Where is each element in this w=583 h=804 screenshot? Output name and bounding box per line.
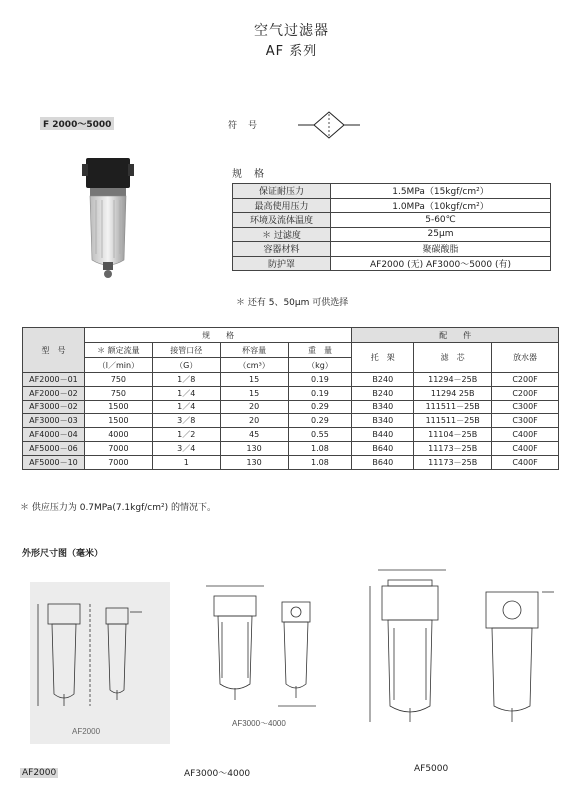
caption-af5000: AF5000 — [414, 764, 449, 774]
table-cell: C400F — [492, 428, 559, 442]
table-row — [23, 441, 559, 455]
table-cell: 7000 — [84, 455, 152, 469]
model-cell: AF3000－03 — [23, 414, 85, 428]
column-header-flow: ＊ 额定流量 — [84, 343, 152, 358]
page-title: 空气过滤器 — [254, 23, 329, 39]
spec-value: 25μm — [331, 227, 551, 242]
table-cell: 11294 25B — [414, 386, 492, 400]
specs-note: ＊ 还有 5、50μm 可供选择 — [236, 298, 349, 308]
spec-label: 保证耐压力 — [233, 184, 331, 199]
table-cell: B340 — [352, 414, 414, 428]
spec-label: 容器材料 — [233, 242, 331, 257]
spec-value: 聚碳酸脂 — [331, 242, 551, 257]
table-cell: 11104－25B — [414, 428, 492, 442]
spec-row — [233, 227, 551, 242]
table-cell: B240 — [352, 373, 414, 387]
column-unit-bowl: （cm³） — [220, 358, 288, 373]
table-row — [23, 400, 559, 414]
table-cell: 0.29 — [288, 414, 352, 428]
table-row — [23, 373, 559, 387]
model-cell: AF5000－10 — [23, 455, 85, 469]
table-cell: 0.29 — [288, 400, 352, 414]
spec-row — [233, 198, 551, 213]
table-cell: C300F — [492, 414, 559, 428]
af5000-drawing — [358, 556, 563, 746]
spec-label: 最高使用压力 — [233, 198, 331, 213]
models-table — [22, 327, 559, 470]
table-cell: 3／8 — [152, 414, 220, 428]
af3000-4000-inner-caption: AF3000～4000 — [232, 719, 286, 728]
table-cell: C400F — [492, 441, 559, 455]
table-cell: 0.55 — [288, 428, 352, 442]
af3000-4000-drawing — [196, 566, 346, 738]
table-cell: 11173－25B — [414, 441, 492, 455]
table-cell: 1／4 — [152, 386, 220, 400]
table-cell: 1／4 — [152, 400, 220, 414]
model-cell: AF4000－04 — [23, 428, 85, 442]
table-cell: 1 — [152, 455, 220, 469]
af2000-inner-caption: AF2000 — [72, 727, 101, 736]
spec-row — [233, 213, 551, 228]
product-photo — [78, 150, 138, 280]
spec-row — [233, 184, 551, 199]
table-row — [23, 428, 559, 442]
table-cell: B640 — [352, 441, 414, 455]
column-header-bracket: 托 架 — [352, 343, 414, 373]
spec-label: 环境及流体温度 — [233, 213, 331, 228]
column-unit-flow: （l／min） — [84, 358, 152, 373]
spec-row — [233, 242, 551, 257]
model-cell: AF2000－01 — [23, 373, 85, 387]
table-cell: 15 — [220, 386, 288, 400]
af2000-drawing — [30, 582, 170, 744]
caption-af2000: AF2000 — [22, 768, 57, 778]
table-cell: 20 — [220, 414, 288, 428]
specs-table — [232, 183, 551, 271]
table-cell: 750 — [84, 373, 152, 387]
table-row — [23, 455, 559, 469]
table-cell: B440 — [352, 428, 414, 442]
table-cell: 1.08 — [288, 441, 352, 455]
table-cell: B640 — [352, 455, 414, 469]
spec-row — [233, 256, 551, 271]
parts-group-header: 配 件 — [352, 328, 559, 343]
table-cell: 15 — [220, 373, 288, 387]
caption-af3000-4000: AF3000～4000 — [184, 769, 251, 779]
table-cell: B240 — [352, 386, 414, 400]
model-cell: AF2000－02 — [23, 386, 85, 400]
table-row — [23, 414, 559, 428]
table-cell: C200F — [492, 386, 559, 400]
table-row — [23, 386, 559, 400]
table-cell: 4000 — [84, 428, 152, 442]
table-cell: C200F — [492, 373, 559, 387]
series-title: AF 系列 — [265, 44, 318, 59]
table-cell: C400F — [492, 455, 559, 469]
model-cell: AF5000－06 — [23, 441, 85, 455]
table-cell: 111511－25B — [414, 414, 492, 428]
table-cell: 1500 — [84, 414, 152, 428]
model-cell: AF3000－02 — [23, 400, 85, 414]
column-unit-weight: （kg） — [288, 358, 352, 373]
product-range-label: F 2000～5000 — [40, 117, 114, 130]
table-cell: 45 — [220, 428, 288, 442]
column-header-bowl: 杯容量 — [220, 343, 288, 358]
dimensions-title: 外形尺寸图（毫米） — [22, 549, 104, 559]
model-header: 型 号 — [23, 328, 85, 373]
spec-value: AF2000 (无) AF3000～5000 (有) — [331, 256, 551, 271]
column-unit-port: （G） — [152, 358, 220, 373]
table-cell: 7000 — [84, 441, 152, 455]
table-cell: 20 — [220, 400, 288, 414]
table-cell: 130 — [220, 441, 288, 455]
spec-value: 5-60℃ — [331, 213, 551, 228]
table-cell: 0.19 — [288, 386, 352, 400]
table-cell: 11294－25B — [414, 373, 492, 387]
spec-value: 1.0MPa（10kgf/cm²） — [331, 198, 551, 213]
table-cell: 750 — [84, 386, 152, 400]
specs-title: 规 格 — [232, 169, 265, 180]
spec-group-header: 规 格 — [84, 328, 351, 343]
table-cell: 1／8 — [152, 373, 220, 387]
table-cell: C300F — [492, 400, 559, 414]
table-cell: 1／2 — [152, 428, 220, 442]
table-footnote: ＊ 供应压力为 0.7MPa(7.1kgf/cm²) 的情况下。 — [20, 503, 216, 513]
spec-value: 1.5MPa（15kgf/cm²） — [331, 184, 551, 199]
table-cell: 130 — [220, 455, 288, 469]
column-header-port: 接管口径 — [152, 343, 220, 358]
table-cell: 0.19 — [288, 373, 352, 387]
table-cell: 1.08 — [288, 455, 352, 469]
column-header-weight: 重 量 — [288, 343, 352, 358]
table-cell: 1500 — [84, 400, 152, 414]
spec-label: ＊ 过滤度 — [233, 227, 331, 242]
table-cell: B340 — [352, 400, 414, 414]
symbol-label: 符 号 — [228, 121, 259, 131]
column-header-element: 滤 芯 — [414, 343, 492, 373]
spec-label: 防护罩 — [233, 256, 331, 271]
table-cell: 11173－25B — [414, 455, 492, 469]
column-header-drain: 放水器 — [492, 343, 559, 373]
filter-symbol-icon — [298, 110, 360, 140]
table-cell: 111511－25B — [414, 400, 492, 414]
table-cell: 3／4 — [152, 441, 220, 455]
